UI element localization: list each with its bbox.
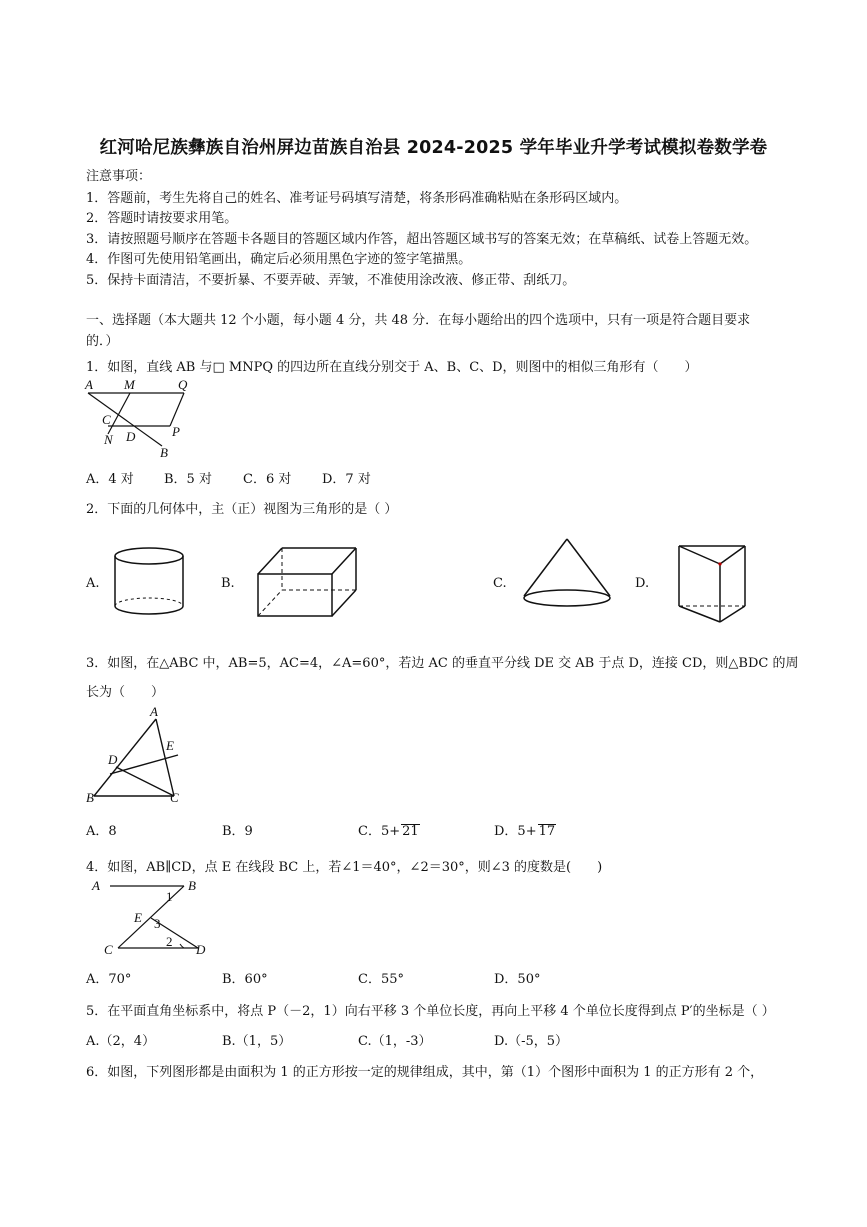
q4-option-c: C．55° — [358, 972, 404, 987]
q1-label-b: B — [160, 445, 168, 460]
question-3-text: 3．如图，在△ABC 中，AB=5，AC=4，∠A=60°，若边 AC 的垂直平分线 DE 交 AB 于点 D，连接 CD，则△BDC 的周 — [86, 656, 799, 671]
q3-option-c — [358, 820, 420, 839]
q4-label-d: D — [196, 942, 206, 957]
question-5-text: 5．在平面直角坐标系中，将点 P（－2，1）向右平移 3 个单位长度，再向上平移 4 个单位长度得到点 P′的坐标是（ ） — [86, 1004, 775, 1019]
q5-option-a: A.（2，4） — [86, 1034, 156, 1049]
q3-label-c: C — [170, 790, 179, 805]
section-heading: 一、选择题（本大题共 12 个小题，每小题 4 分，共 48 分．在每小题给出的四个选项中，只有一项是符合题目要求 — [86, 313, 751, 328]
q3-option-b: B．9 — [222, 824, 253, 839]
question-4-text: 4．如图，AB∥CD，点 E 在线段 BC 上，若∠1＝40°，∠2＝30°，则∠3 的度数是( ) — [86, 860, 603, 875]
q4-label-b: B — [188, 878, 196, 893]
cone-figure — [520, 536, 614, 610]
q1-label-c: C — [102, 412, 111, 427]
q4-figure — [88, 874, 216, 958]
q2-option-a: A. — [86, 576, 100, 591]
q3-label-d: D — [108, 752, 118, 767]
q4-label-1: 1 — [166, 889, 173, 904]
q4-label-e: E — [134, 910, 142, 925]
question-2-text: 2．下面的几何体中，主（正）视图为三角形的是（ ） — [86, 502, 398, 517]
question-6-text: 6．如图，下列图形都是由面积为 1 的正方形按一定的规律组成，其中，第（1）个图形中面积为 1 的正方形有 2 个， — [86, 1065, 764, 1080]
q3-option-d — [494, 820, 556, 839]
q2-option-d: D. — [635, 576, 650, 591]
section-heading-cont: 的．） — [86, 334, 119, 349]
question-1-text: 1．如图，直线 AB 与□ MNPQ 的四边所在直线分别交于 A、B、C、D，则图中的相似三角形有（ ） — [86, 360, 698, 375]
q4-option-b: B．60° — [222, 972, 268, 987]
q5-option-c: C.（1，-3） — [358, 1034, 432, 1049]
q2-option-c: C. — [493, 576, 507, 591]
q3-option-c-radical: 21 — [402, 824, 419, 839]
q3-label-a: A — [150, 704, 158, 719]
q4-option-a: A．70° — [86, 972, 132, 987]
page-title: 红河哈尼族彝族自治州屏边苗族自治县 2024-2025 学年毕业升学考试模拟卷数学卷 — [99, 138, 768, 158]
q3-option-a: A．8 — [86, 824, 117, 839]
q5-option-b: B.（1，5） — [222, 1034, 292, 1049]
notice-item-4: 4．作图可先使用铅笔画出，确定后必须用黑色字迹的签字笔描黑。 — [86, 252, 472, 267]
q1-label-n: N — [104, 432, 113, 447]
notice-item-2: 2．答题时请按要求用笔。 — [86, 211, 238, 226]
q1-option-c: C．6 对 — [243, 472, 292, 487]
q3-option-d-label: D．5+ — [494, 824, 537, 839]
question-3-text-cont: 长为（ ） — [86, 685, 165, 700]
cuboid-figure — [254, 544, 360, 620]
q3-figure — [82, 704, 198, 808]
q1-option-a: A．4 对 — [86, 472, 134, 487]
q1-label-m: M — [124, 377, 135, 392]
notice-item-5: 5．保持卡面清洁，不要折暴、不要弄破、弄皱，不准使用涂改液、修正带、刮纸刀。 — [86, 273, 576, 288]
q1-label-d: D — [126, 429, 136, 444]
q1-figure — [82, 374, 192, 464]
q4-label-3: 3 — [154, 916, 161, 931]
q4-label-c: C — [104, 942, 113, 957]
q1-label-a: A — [85, 377, 93, 392]
q5-option-d: D.（-5，5） — [494, 1034, 569, 1049]
notice-heading: 注意事项： — [86, 169, 152, 184]
q4-label-2: 2 — [166, 934, 173, 949]
prism-figure — [676, 542, 748, 624]
notice-item-3: 3．请按照题号顺序在答题卡各题目的答题区域内作答，超出答题区域书写的答案无效；在草稿纸、试卷上答题无效。 — [86, 232, 758, 247]
q3-option-d-radical: 17 — [538, 824, 556, 839]
q2-option-b: B. — [221, 576, 235, 591]
q1-label-p: P — [172, 424, 180, 439]
cylinder-figure — [112, 546, 188, 620]
q1-option-b: B．5 对 — [164, 472, 212, 487]
notice-item-1: 1．答题前，考生先将自己的姓名、准考证号码填写清楚，将条形码准确粘贴在条形码区域内。 — [86, 191, 628, 206]
q1-label-q: Q — [178, 377, 188, 392]
q3-option-c-label: C．5+ — [358, 824, 401, 839]
q1-option-d: D．7 对 — [322, 472, 371, 487]
q4-option-d: D．50° — [494, 972, 541, 987]
q3-label-b: B — [86, 790, 94, 805]
q3-label-e: E — [166, 738, 174, 753]
q4-label-a: A — [92, 878, 100, 893]
